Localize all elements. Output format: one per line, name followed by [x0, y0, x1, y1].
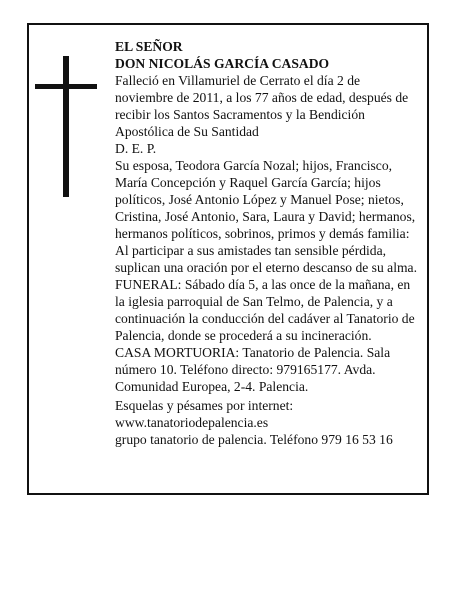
death-notice: Falleció en Villamuriel de Cerrato el día 2 de noviembre de 2011, a los 77 años de edad, después de recibir los Santos Sacramentos y la Bendición Apostólica de Su Santidad	[115, 73, 409, 139]
family-list: Su esposa, Teodora García Nozal; hijos, Francisco, María Concepción y Raquel García García; hijos políticos, José Antonio López y Manuel Pose; nietos, Cristina, José Antonio, Sara, Laura y David; hermanos, hermanos políticos, sobrinos, primos y demás familia:	[115, 158, 416, 241]
cross-icon	[63, 56, 69, 197]
mortuary-info: CASA MORTUORIA: Tanatorio de Palencia. Sala número 10. Teléfono directo: 979165177. Avda. Comunidad Europea, 2-4. Palencia.	[115, 345, 391, 394]
contact-phone: grupo tanatorio de palencia. Teléfono 979 16 53 16	[115, 432, 393, 447]
heading-line1: EL SEÑOR	[115, 39, 183, 54]
prayer-request: Al participar a sus amistades tan sensible pérdida, suplican una oración por el eterno descanso de su alma.	[115, 243, 417, 275]
cross-icon-arm	[35, 84, 97, 89]
rip-text: D. E. P.	[115, 141, 157, 156]
internet-line1: Esquelas y pésames por internet:	[115, 398, 294, 413]
website-link[interactable]: www.tanatoriodepalencia.es	[115, 415, 269, 430]
deceased-name: DON NICOLÁS GARCÍA CASADO	[115, 56, 330, 71]
funeral-info: FUNERAL: Sábado día 5, a las once de la mañana, en la iglesia parroquial de San Telmo, de Palencia, y a continuación la conducción del cadáver al Tanatorio de Palencia, donde se procederá a su incineración.	[115, 277, 415, 343]
obituary-text	[115, 38, 420, 448]
